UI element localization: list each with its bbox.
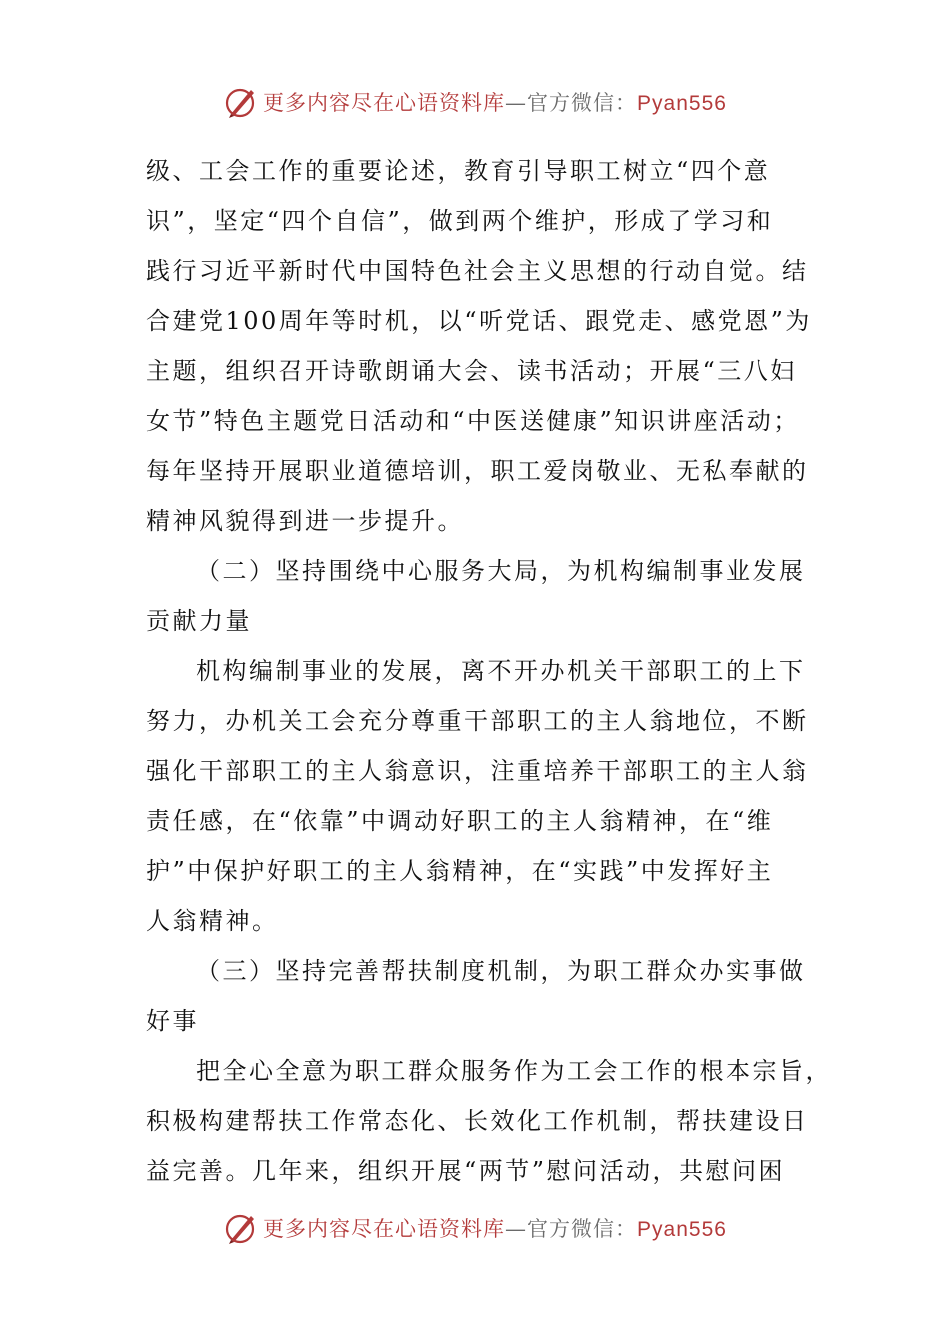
section-heading-2-cont: 贡献力量 <box>146 607 252 635</box>
body-line: 级、工会工作的重要论述，教育引导职工树立“四个意 <box>146 157 771 185</box>
banner-main-text: 更多内容尽在心语资料库 <box>263 91 506 115</box>
footer-watermark-banner <box>0 1206 950 1250</box>
body-line: 益完善。几年来，组织开展“两节”慰问活动，共慰问困 <box>146 1157 786 1185</box>
section-heading-2: （二）坚持围绕中心服务大局，为机构编制事业发展 <box>196 557 806 585</box>
banner-sub-text: 官方微信： <box>527 1217 638 1241</box>
body-line: 女节”特色主题党日活动和“中医送健康”知识讲座活动； <box>146 407 800 435</box>
banner-dash: — <box>505 91 528 115</box>
body-line: 精神风貌得到进一步提升。 <box>146 507 464 535</box>
body-line: 合建党100周年等时机，以“听党话、跟党走、感党恩”为 <box>146 307 812 335</box>
section-heading-3-cont: 好事 <box>146 1007 199 1035</box>
body-line: 积极构建帮扶工作常态化、长效化工作机制，帮扶建设日 <box>146 1107 809 1135</box>
banner-wechat-id: Pyan556 <box>637 1218 727 1241</box>
body-line: 识”，坚定“四个自信”，做到两个维护，形成了学习和 <box>146 207 774 235</box>
header-watermark-banner <box>0 80 950 124</box>
banner-text <box>263 87 727 117</box>
body-line: 努力，办机关工会充分尊重干部职工的主人翁地位，不断 <box>146 707 809 735</box>
banner-main-text: 更多内容尽在心语资料库 <box>263 1217 506 1241</box>
paragraph-start: 把全心全意为职工群众服务作为工会工作的根本宗旨， <box>196 1057 832 1085</box>
section-heading-3: （三）坚持完善帮扶制度机制，为职工群众办实事做 <box>196 957 806 985</box>
pen-logo-icon <box>223 1210 259 1246</box>
paragraph-start: 机构编制事业的发展，离不开办机关干部职工的上下 <box>196 657 806 685</box>
banner-text <box>263 1213 727 1243</box>
body-line: 每年坚持开展职业道德培训，职工爱岗敬业、无私奉献的 <box>146 457 809 485</box>
body-line: 主题，组织召开诗歌朗诵大会、读书活动；开展“三八妇 <box>146 357 797 385</box>
banner-sub-text: 官方微信： <box>527 91 638 115</box>
body-line: 践行习近平新时代中国特色社会主义思想的行动自觉。结 <box>146 257 809 285</box>
body-line: 人翁精神。 <box>146 907 279 935</box>
body-line: 护”中保护好职工的主人翁精神，在“实践”中发挥好主 <box>146 857 774 885</box>
banner-dash: — <box>505 1217 528 1241</box>
banner-wechat-id: Pyan556 <box>637 92 727 115</box>
body-line: 强化干部职工的主人翁意识，注重培养干部职工的主人翁 <box>146 757 809 785</box>
pen-logo-icon <box>223 84 259 120</box>
body-line: 责任感，在“依靠”中调动好职工的主人翁精神，在“维 <box>146 807 774 835</box>
document-body <box>146 146 832 1196</box>
